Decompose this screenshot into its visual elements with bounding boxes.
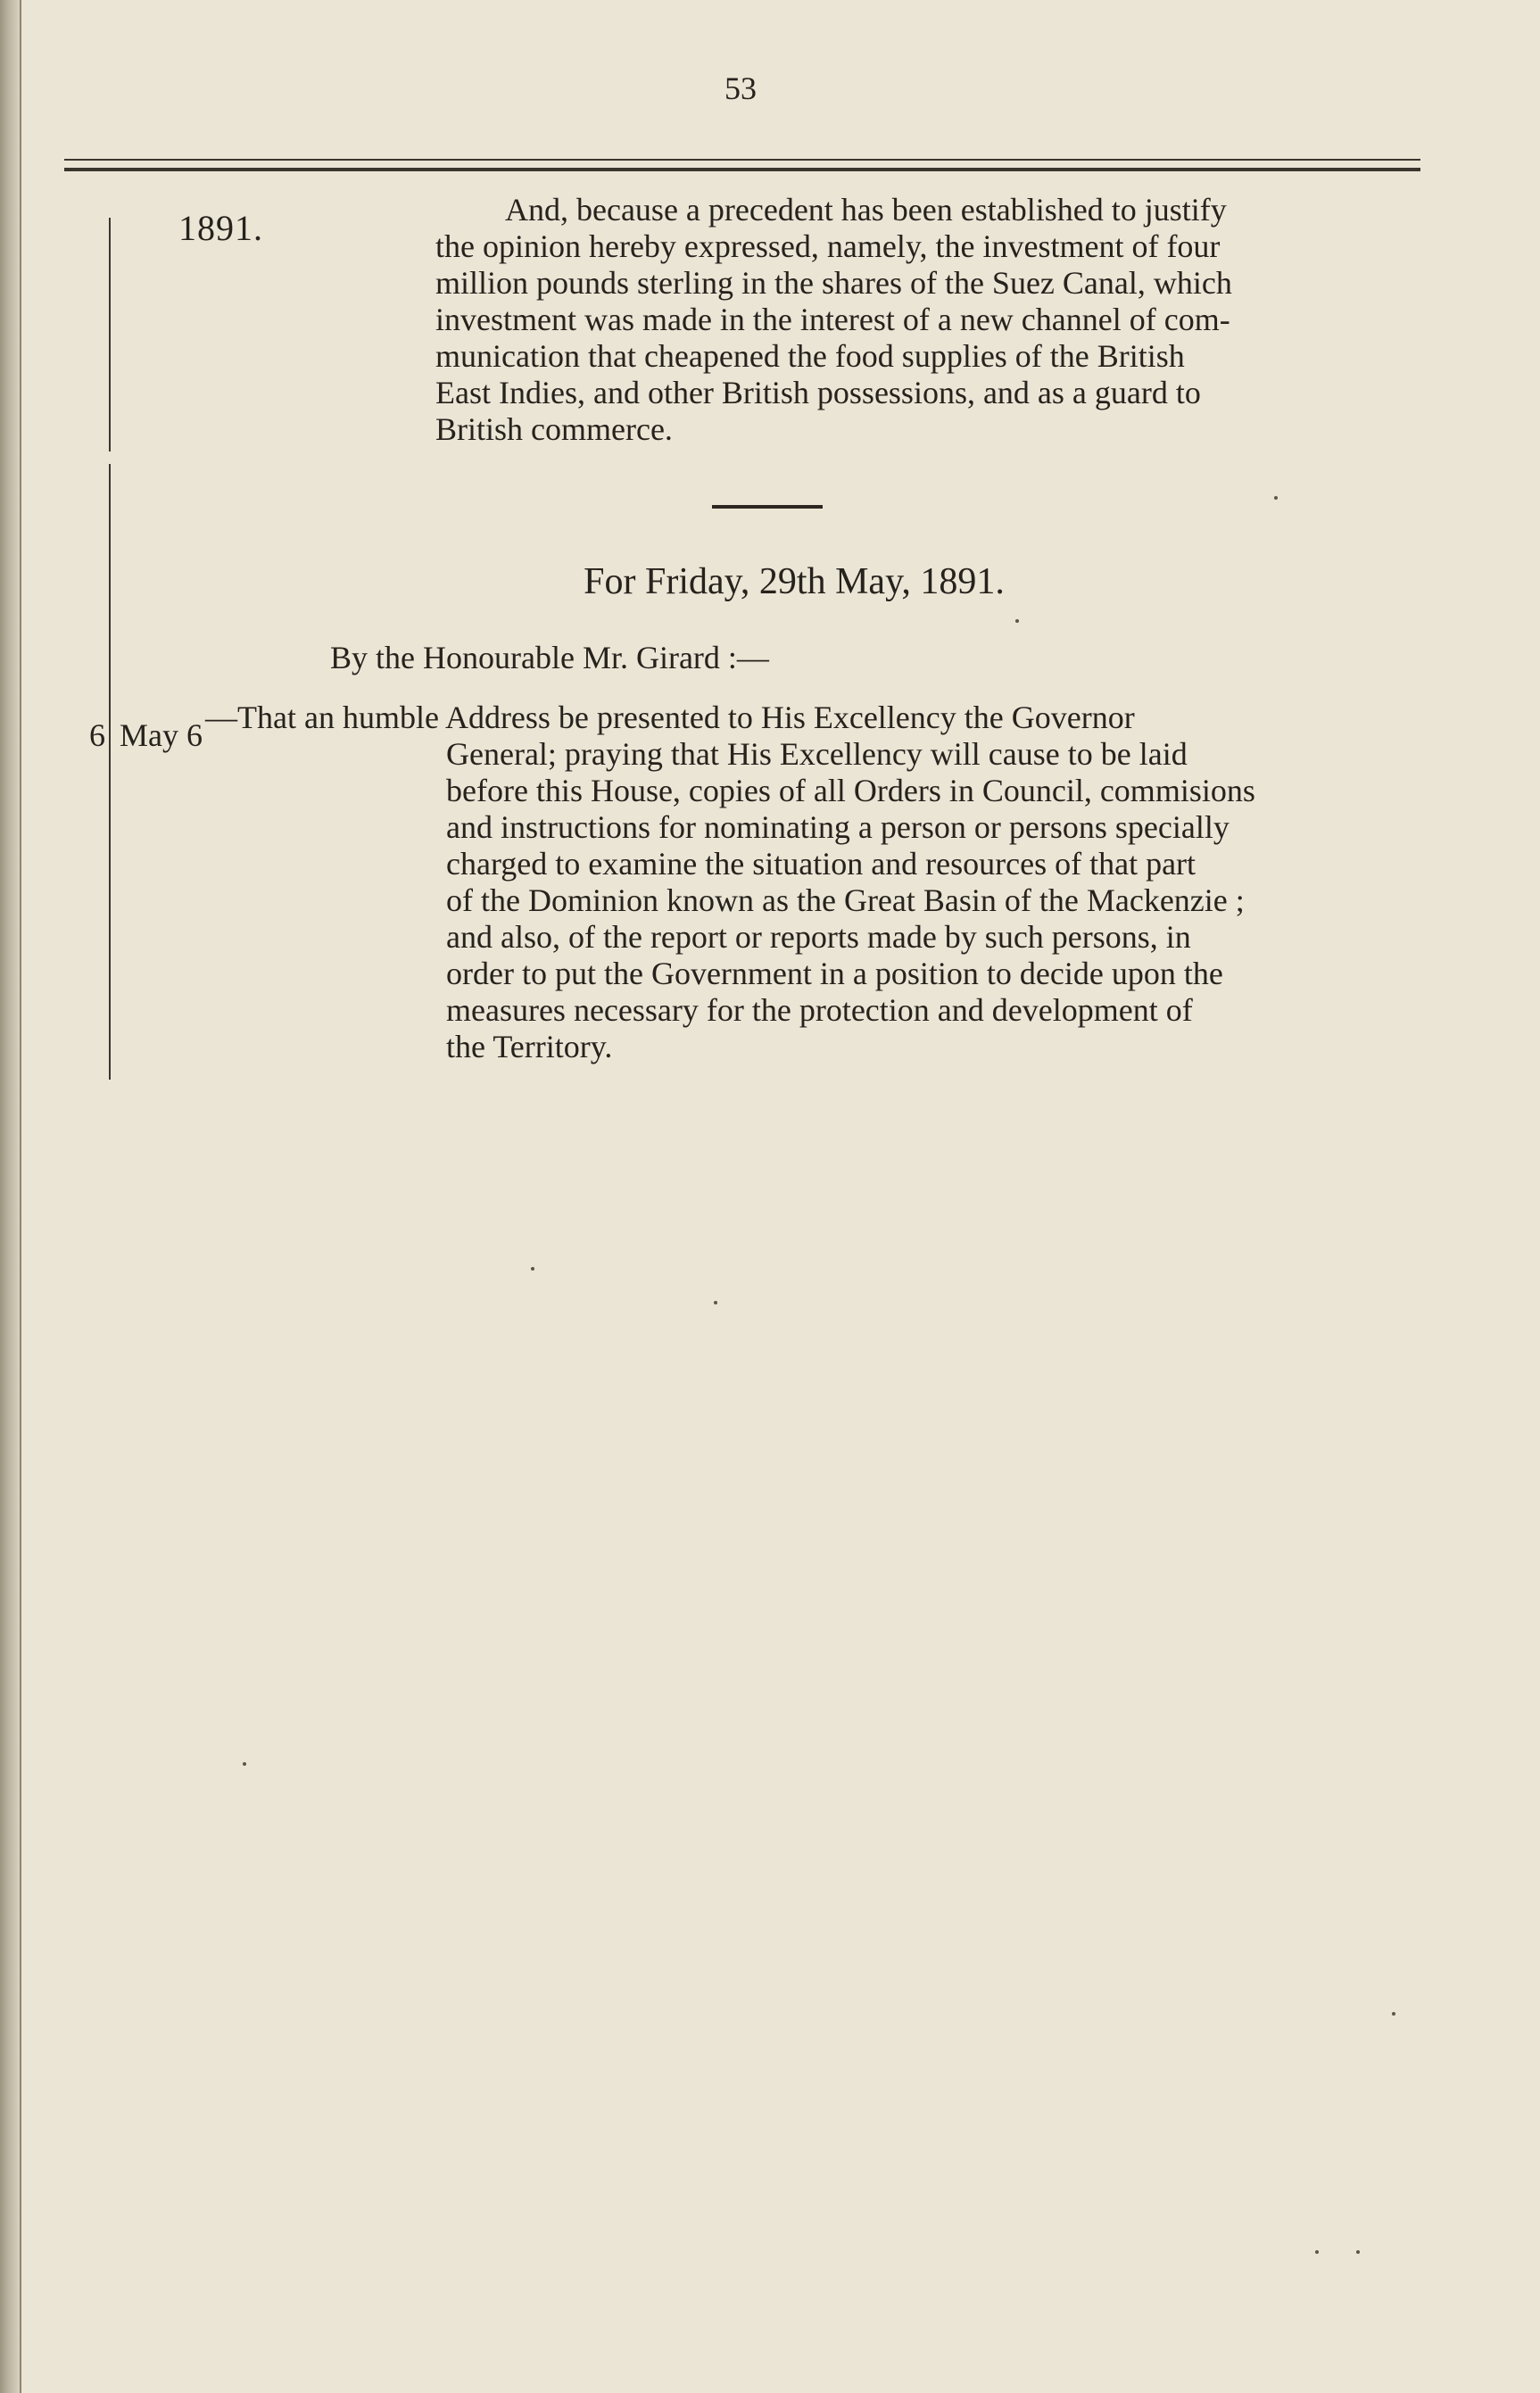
first-entry-paragraph bbox=[435, 192, 1417, 448]
paragraph-line: British commerce. bbox=[435, 411, 673, 447]
margin-rule-upper bbox=[109, 218, 111, 451]
section-divider bbox=[712, 505, 823, 509]
paragraph-line: of the Dominion known as the Great Basin of the Mackenzie ; bbox=[446, 882, 1245, 918]
paper-speck bbox=[1015, 619, 1019, 623]
paper-speck bbox=[531, 1267, 534, 1271]
page-binding-edge bbox=[0, 0, 20, 2393]
margin-rule-lower bbox=[109, 464, 111, 1080]
paragraph-line: and instructions for nominating a person or persons specially bbox=[446, 809, 1230, 845]
motion-date: May 6 bbox=[120, 717, 203, 753]
paragraph-line: General; praying that His Excellency will cause to be laid bbox=[446, 736, 1188, 772]
header-rule-thin bbox=[64, 159, 1420, 161]
paragraph-line: the opinion hereby expressed, namely, the investment of four bbox=[435, 228, 1221, 264]
paragraph-line: munication that cheapened the food supplies of the British bbox=[435, 338, 1185, 374]
page-number: 53 bbox=[724, 70, 757, 106]
paragraph-line: before this House, copies of all Orders in Council, commisions bbox=[446, 773, 1255, 808]
paragraph-line: order to put the Government in a position to decide upon the bbox=[446, 956, 1223, 991]
section-title: For Friday, 29th May, 1891. bbox=[584, 561, 1005, 602]
paragraph-line: measures necessary for the protection and development of bbox=[446, 992, 1193, 1028]
paper-speck bbox=[1315, 2250, 1319, 2254]
motion-number: 6 bbox=[89, 717, 105, 753]
paragraph-line: million pounds sterling in the shares of the Suez Canal, which bbox=[435, 265, 1232, 301]
paragraph-line: charged to examine the situation and resources of that part bbox=[446, 846, 1196, 882]
paper-speck bbox=[243, 1762, 246, 1766]
paragraph-line: investment was made in the interest of a new channel of com- bbox=[435, 302, 1230, 337]
motion-paragraph bbox=[205, 700, 1428, 1065]
paragraph-line: East Indies, and other British possessions, and as a guard to bbox=[435, 375, 1201, 410]
binding-line bbox=[20, 0, 21, 2393]
paper-speck bbox=[1392, 2012, 1395, 2016]
paper-speck bbox=[1274, 496, 1278, 500]
paragraph-line: And, because a precedent has been established to justify bbox=[505, 192, 1227, 228]
paper-speck bbox=[714, 1301, 717, 1304]
paper-speck bbox=[1356, 2250, 1360, 2254]
margin-year: 1891. bbox=[178, 208, 263, 248]
header-rule-thick bbox=[64, 168, 1420, 171]
paragraph-line: —That an humble Address be presented to His Excellency the Governor bbox=[205, 700, 1135, 735]
mover-line: By the Honourable Mr. Girard :— bbox=[330, 640, 769, 675]
paragraph-line: and also, of the report or reports made by such persons, in bbox=[446, 919, 1191, 955]
paragraph-line: the Territory. bbox=[446, 1029, 613, 1064]
